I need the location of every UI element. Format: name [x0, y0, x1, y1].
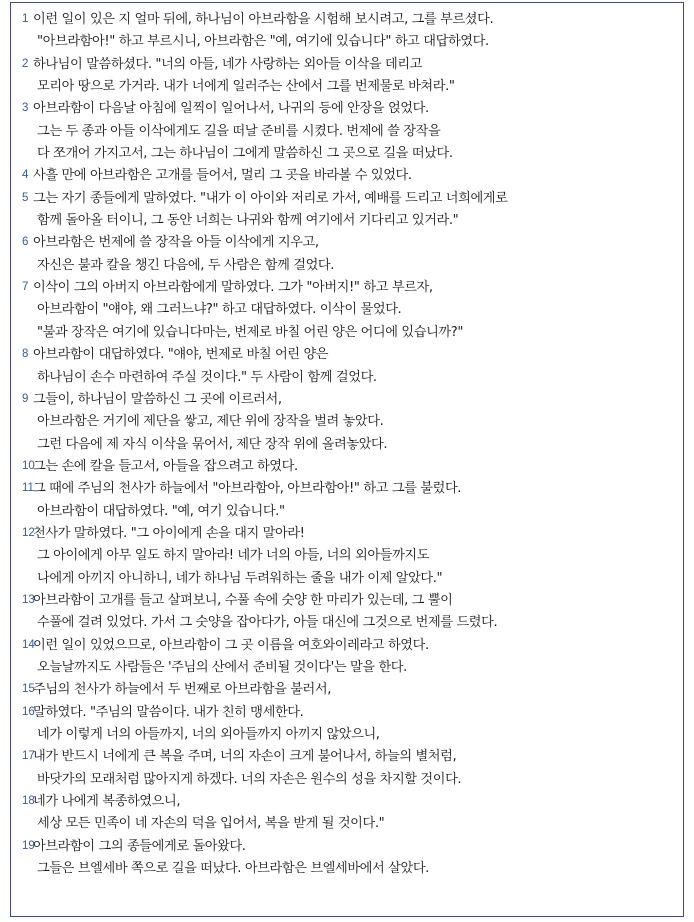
verse-10: [11, 456, 685, 478]
verse-3: [11, 98, 685, 165]
verse-number: 18: [22, 795, 35, 808]
verse-number: 1: [22, 13, 29, 25]
verse-text-line: 아브라함이 다음날 아침에 일찍이 일어나서, 나귀의 등에 안장을 얹었다.: [33, 101, 429, 117]
verse-9: [11, 389, 685, 456]
verse-text-line: 하나님이 말씀하셨다. "너의 아들, 네가 사랑하는 외아들 이삭을 데리고: [33, 56, 423, 72]
verse-text-line: 내가 반드시 너에게 큰 복을 주며, 너의 자손이 크게 불어나서, 하늘의 별처럼,: [33, 749, 457, 765]
verse-text-line: 세상 모든 민족이 네 자손의 덕을 입어서, 복을 받게 될 것이다.": [37, 816, 385, 832]
verse-text-line: 아브라함이 대답하였다. "얘야, 번제로 바칠 어린 양은: [33, 347, 329, 363]
verse-text-line: 수풀에 걸려 있었다. 가서 그 숫양을 잡아다가, 아들 대신에 그것으로 번제를 드렸다.: [37, 615, 498, 631]
verse-number: 2: [22, 57, 29, 70]
verse-text-line: 천사가 말하였다. "그 아이에게 손을 대지 말아라!: [33, 525, 305, 541]
verse-12: [11, 523, 685, 590]
verse-number: 3: [22, 102, 29, 115]
verse-text-line: 아브라함이 그의 종들에게로 돌아왔다.: [33, 838, 246, 854]
verse-text-line: 그는 손에 칼을 들고서, 아들을 잡으려고 하였다.: [33, 458, 298, 474]
verse-number: 8: [22, 348, 29, 361]
verse-5: [11, 188, 685, 233]
verse-18: [11, 791, 685, 836]
verse-text-line: 오늘날까지도 사람들은 '주님의 산에서 준비될 것이다'는 말을 한다.: [37, 659, 407, 675]
verse-text-line: 말하였다. "주님의 말씀이다. 내가 친히 맹세한다.: [33, 704, 304, 720]
verse-11: [11, 478, 685, 523]
verse-text-line: 함께 돌아올 터이니, 그 동안 너희는 나귀와 함께 여기에서 기다리고 있거라.": [37, 213, 459, 229]
verse-number: 7: [22, 281, 29, 294]
verse-number: 16: [22, 705, 35, 718]
verse-text-line: 그들이, 하나님이 말씀하신 그 곳에 이르러서,: [33, 391, 282, 407]
verse-text-line: 이런 일이 있었으므로, 아브라함이 그 곳 이름을 여호와이레라고 하였다.: [33, 637, 429, 653]
verse-14: [11, 635, 685, 680]
verse-list: [11, 9, 685, 880]
verse-number: 13: [22, 593, 35, 606]
verse-7: [11, 277, 685, 344]
verse-6: [11, 232, 685, 277]
verse-text-line: 그는 두 종과 아들 이삭에게도 길을 떠날 준비를 시켰다. 번제에 쓸 장작을: [37, 123, 441, 139]
verse-text-line: 그들은 브엘세바 쪽으로 길을 떠났다. 아브라함은 브엘세바에서 살았다.: [37, 861, 429, 877]
verse-text-line: 사흘 만에 아브라함은 고개를 들어서, 멀리 그 곳을 바라볼 수 있었다.: [33, 168, 412, 184]
verse-number: 4: [22, 169, 29, 182]
verse-number: 17: [22, 750, 35, 763]
verse-text-line: 바닷가의 모래처럼 많아지게 하겠다. 너의 자손은 원수의 성을 차지할 것이다.: [37, 771, 462, 787]
verse-number: 15: [22, 683, 35, 696]
verse-4: [11, 165, 685, 187]
verse-text-line: 하나님이 손수 마련하여 주실 것이다." 두 사람이 함께 걸었다.: [37, 369, 377, 385]
verse-text-line: 아브라함은 거기에 제단을 쌓고, 제단 위에 장작을 벌려 놓았다.: [37, 414, 384, 430]
verse-number: 11: [22, 482, 34, 495]
verse-text-line: "아브라함아!" 하고 부르시니, 아브라함은 "예, 여기에 있습니다" 하고 대답하였다.: [37, 34, 489, 50]
verse-text-line: 자신은 불과 칼을 챙긴 다음에, 두 사람은 함께 걸었다.: [37, 257, 335, 273]
verse-text-line: 아브라함은 번제에 쓸 장작을 아들 이삭에게 지우고,: [33, 235, 319, 251]
verse-15: [11, 679, 685, 701]
verse-number: 5: [22, 191, 29, 204]
verse-text-line: 이런 일이 있은 지 얼마 뒤에, 하나님이 아브라함을 시험해 보시려고, 그를 부르셨다.: [33, 12, 494, 27]
verse-text-line: 그 때에 주님의 천사가 하늘에서 "아브라함아, 아브라함아!" 하고 그를 불렀다.: [33, 481, 462, 497]
verse-number: 9: [22, 392, 29, 405]
verse-text-line: 그런 다음에 제 자식 이삭을 묶어서, 제단 장작 위에 올려놓았다.: [37, 436, 388, 452]
verse-text-line: 이삭이 그의 아버지 아브라함에게 말하였다. 그가 "아버지!" 하고 부르자,: [33, 280, 433, 296]
verse-text-line: "불과 장작은 여기에 있습니다마는, 번제로 바칠 어린 양은 어디에 있습니까?": [37, 324, 464, 340]
verse-text-line: 주님의 천사가 하늘에서 두 번째로 아브라함을 불러서,: [33, 682, 332, 698]
verse-1: [11, 9, 685, 54]
verse-text-line: 그 아이에게 아무 일도 하지 말아라! 네가 너의 아들, 너의 외아들까지도: [37, 548, 430, 564]
passage-frame: [10, 2, 684, 917]
verse-text-line: 다 쪼개어 가지고서, 그는 하나님이 그에게 말씀하신 그 곳으로 길을 떠났다.: [37, 146, 453, 162]
verse-8: [11, 344, 685, 389]
verse-text-line: 아브라함이 "얘야, 왜 그러느냐?" 하고 대답하였다. 이삭이 물었다.: [37, 302, 402, 318]
verse-number: 10: [22, 459, 35, 472]
verse-number: 19: [22, 839, 35, 852]
verse-text-line: 모리아 땅으로 가거라. 내가 너에게 일러주는 산에서 그를 번제물로 바쳐라.": [37, 79, 455, 95]
verse-19: [11, 836, 685, 881]
verse-text-line: 그는 자기 종들에게 말하였다. "내가 이 아이와 저리로 가서, 예배를 드리고 너희에게로: [33, 190, 508, 206]
verse-text-line: 아브라함이 대답하였다. "예, 여기 있습니다.": [37, 503, 285, 519]
verse-text-line: 네가 나에게 복종하였으니,: [33, 794, 181, 810]
verse-text-line: 나에게 아끼지 아니하니, 네가 하나님 두려워하는 줄을 내가 이제 알았다.": [37, 570, 443, 586]
verse-17: [11, 746, 685, 791]
verse-number: 6: [22, 236, 29, 249]
verse-text-line: 아브라함이 고개를 들고 살펴보니, 수풀 속에 숫양 한 마리가 있는데, 그 뿔이: [33, 592, 453, 608]
verse-2: [11, 54, 685, 99]
verse-16: [11, 702, 685, 747]
verse-13: [11, 590, 685, 635]
verse-number: 14: [22, 638, 35, 651]
verse-text-line: 네가 이렇게 너의 아들까지, 너의 외아들까지 아끼지 않았으니,: [37, 727, 380, 742]
verse-number: 12: [22, 526, 35, 539]
